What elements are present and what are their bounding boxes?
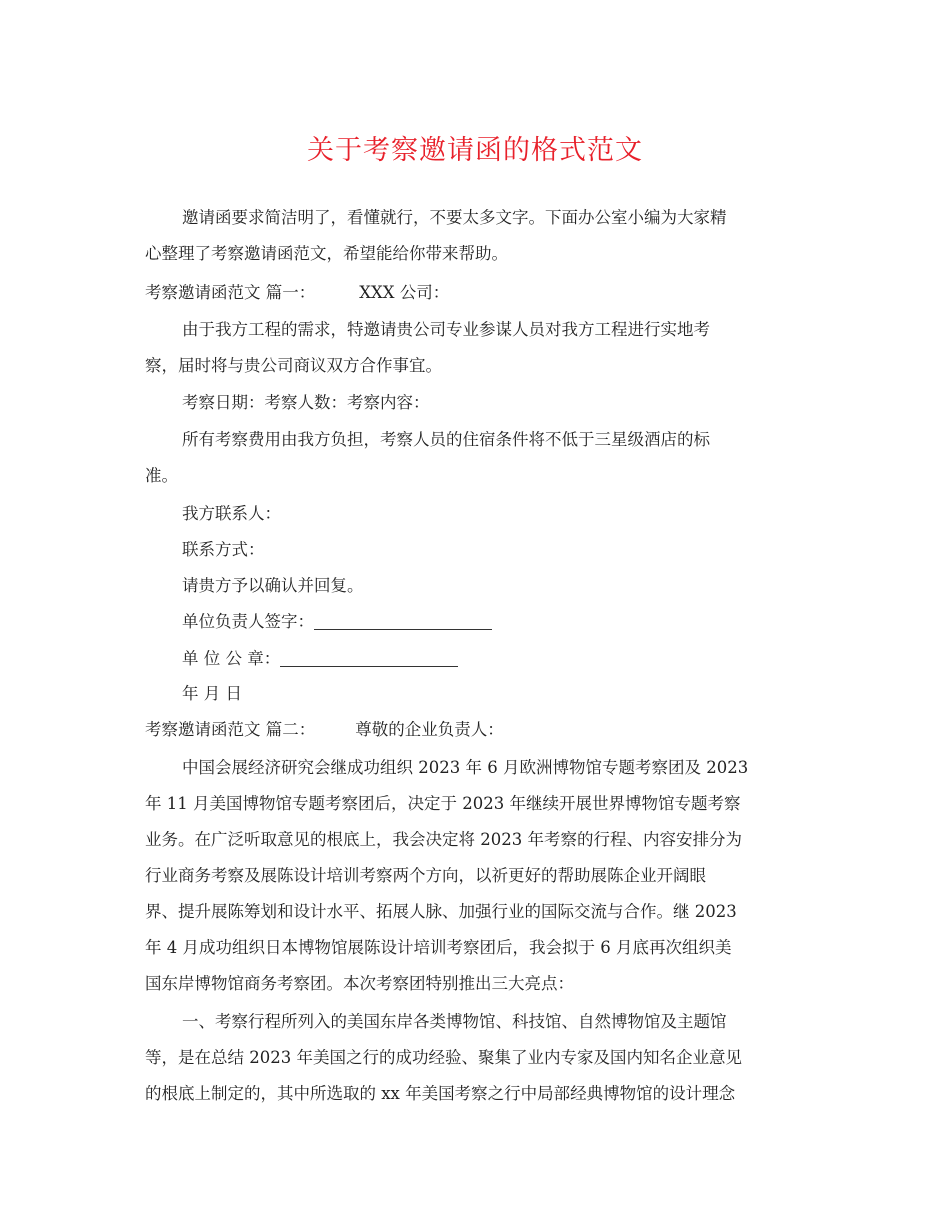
signature-label: 单位负责人签字：: [182, 612, 314, 631]
signature-line: [182, 612, 492, 632]
section-heading-label: 考察邀请函范文 篇二：: [145, 720, 316, 739]
section-heading-label: 考察邀请函范文 篇一：: [145, 283, 316, 302]
paragraph-line: 请贵方予以确认并回复。: [182, 576, 364, 595]
paragraph-line: 一、考察行程所列入的美国东岸各类博物馆、科技馆、自然博物馆及主题馆: [182, 1012, 727, 1031]
paragraph-line: 由于我方工程的需求，特邀请贵公司专业参谋人员对我方工程进行实地考: [182, 320, 710, 339]
paragraph-line: 行业商务考察及展陈设计培训考察两个方向，以祈更好的帮助展陈企业开阔眼: [145, 866, 706, 885]
paragraph-line: 业务。在广泛听取意见的根底上，我会决定将 2023 年考察的行程、内容安排分为: [145, 830, 742, 849]
paragraph-line: 我方联系人：: [182, 504, 281, 523]
paragraph-line: 的根底上制定的，其中所选取的 xx 年美国考察之行中局部经典博物馆的设计理念: [145, 1084, 736, 1103]
section-heading-1: [145, 283, 449, 303]
paragraph-line: 准。: [145, 466, 178, 485]
paragraph-line: 所有考察费用由我方负担，考察人员的住宿条件将不低于三星级酒店的标: [182, 430, 710, 449]
signature-blank: [314, 613, 492, 630]
paragraph-line: 年 11 月美国博物馆专题考察团后，决定于 2023 年继续开展世界博物馆专题考察: [145, 794, 741, 813]
addressee: 尊敬的企业负责人：: [355, 720, 504, 739]
section-heading-2: [145, 720, 504, 740]
paragraph-line: 邀请函要求简洁明了，看懂就行，不要太多文字。下面办公室小编为大家精: [182, 208, 727, 227]
paragraph-line: 等，是在总结 2023 年美国之行的成功经验、聚集了业内专家及国内知名企业意见: [145, 1048, 742, 1067]
seal-line: [182, 649, 458, 669]
seal-blank: [280, 650, 458, 667]
paragraph-line: 联系方式：: [182, 540, 265, 559]
date-line: 年 月 日: [182, 684, 242, 703]
paragraph-line: 中国会展经济研究会继成功组织 2023 年 6 月欧洲博物馆专题考察团及 2023: [182, 758, 749, 777]
seal-label: 单 位 公 章：: [182, 649, 281, 668]
page-title: 关于考察邀请函的格式范文: [307, 135, 643, 166]
paragraph-line: 心整理了考察邀请函范文，希望能给你带来帮助。: [145, 244, 508, 263]
paragraph-line: 考察日期：考察人数：考察内容：: [182, 393, 430, 412]
paragraph-line: 察，届时将与贵公司商议双方合作事宜。: [145, 356, 442, 375]
paragraph-line: 国东岸博物馆商务考察团。本次考察团特别推出三大亮点：: [145, 974, 574, 993]
paragraph-line: 界、提升展陈筹划和设计水平、拓展人脉、加强行业的国际交流与合作。继 2023: [145, 902, 737, 921]
paragraph-line: 年 4 月成功组织日本博物馆展陈设计培训考察团后，我会拟于 6 月底再次组织美: [145, 938, 732, 957]
addressee: XXX 公司：: [359, 283, 450, 302]
